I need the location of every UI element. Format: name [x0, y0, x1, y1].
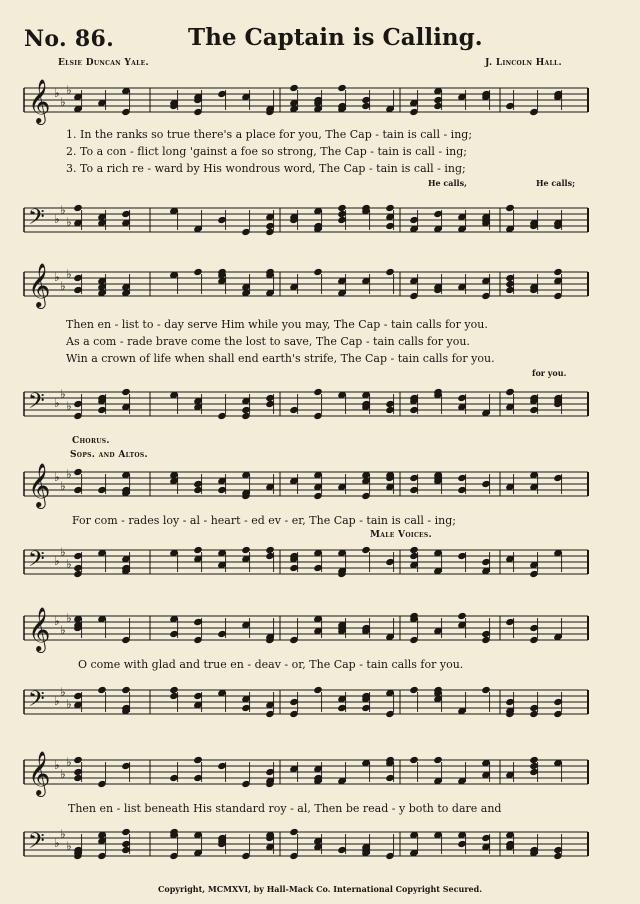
treble-clef-icon: 𝄞 — [28, 79, 51, 123]
bass-clef-icon: 𝄢 — [28, 829, 45, 859]
flat-icon: ♭ — [66, 611, 72, 625]
flat-icon: ♭ — [66, 267, 72, 281]
bass-clef-icon: 𝄢 — [28, 547, 45, 577]
cue-he-calls-1: He calls, — [428, 178, 467, 188]
lyricist-credit: Elsie Duncan Yale. — [58, 58, 149, 68]
treble-staff-system-1 — [0, 74, 640, 134]
flat-icon: ♭ — [54, 836, 60, 850]
bass-staff-system-2 — [0, 378, 640, 438]
flat-icon: ♭ — [66, 83, 72, 97]
flat-icon: ♭ — [60, 387, 66, 401]
flat-icon: ♭ — [60, 203, 66, 217]
bass-staff-chorus-3 — [0, 818, 640, 878]
bass-clef-icon: 𝄢 — [28, 687, 45, 717]
flat-icon: ♭ — [60, 545, 66, 559]
flat-icon: ♭ — [54, 86, 60, 100]
cue-for-you: for you. — [532, 368, 567, 378]
flat-icon: ♭ — [60, 279, 66, 293]
flat-icon: ♭ — [60, 479, 66, 493]
bass-staff-chorus-1 — [0, 536, 640, 596]
flat-icon: ♭ — [60, 767, 66, 781]
treble-staff-chorus-3 — [0, 746, 640, 806]
verse-2-line-2: As a com - rade brave come the lost to save, The Cap - tain calls for you. — [66, 335, 470, 348]
bass-staff-chorus-2 — [0, 676, 640, 736]
chorus-line-1: For com - rades loy - al - heart - ed ev - er, The Cap - tain is call - ing; — [72, 514, 456, 527]
flat-icon: ♭ — [66, 557, 72, 571]
treble-clef-icon: 𝄞 — [28, 463, 51, 507]
verse-1-line-2: Then en - list to - day serve Him while you may, The Cap - tain calls for you. — [66, 318, 488, 331]
flat-icon: ♭ — [54, 470, 60, 484]
verse-1-line-1: 1. In the ranks so true there's a place for you, The Cap - tain is call - ing; — [66, 128, 473, 141]
flat-icon: ♭ — [54, 396, 60, 410]
treble-clef-icon: 𝄞 — [28, 607, 51, 651]
hymn-title: The Captain is Calling. — [188, 24, 483, 51]
flat-icon: ♭ — [54, 694, 60, 708]
flat-icon: ♭ — [66, 755, 72, 769]
treble-staff-chorus-2 — [0, 602, 640, 662]
bass-clef-icon: 𝄢 — [28, 389, 45, 419]
sopranos-altos-label: Sops. and Altos. — [70, 450, 148, 460]
flat-icon: ♭ — [54, 212, 60, 226]
flat-icon: ♭ — [66, 467, 72, 481]
treble-staff-system-2 — [0, 258, 640, 318]
flat-icon: ♭ — [54, 554, 60, 568]
verse-3-line-2: Win a crown of life when shall end earth's strife, The Cap - tain calls for you. — [66, 352, 495, 365]
flat-icon: ♭ — [60, 95, 66, 109]
bass-clef-icon: 𝄢 — [28, 205, 45, 235]
chorus-line-2: O come with glad and true en - deav - or, The Cap - tain calls for you. — [78, 658, 464, 671]
flat-icon: ♭ — [54, 758, 60, 772]
flat-icon: ♭ — [60, 623, 66, 637]
flat-icon: ♭ — [66, 215, 72, 229]
flat-icon: ♭ — [54, 614, 60, 628]
male-voices-label: Male Voices. — [370, 530, 432, 540]
treble-clef-icon: 𝄞 — [28, 263, 51, 307]
treble-clef-icon: 𝄞 — [28, 751, 51, 795]
treble-staff-chorus-1 — [0, 458, 640, 518]
chorus-label: Chorus. — [72, 436, 110, 446]
hymn-number: No. 86. — [24, 26, 115, 52]
flat-icon: ♭ — [66, 399, 72, 413]
cue-he-calls-2: He calls; — [536, 178, 576, 188]
flat-icon: ♭ — [66, 839, 72, 853]
bass-staff-system-1 — [0, 194, 640, 254]
verse-2-line-1: 2. To a con - flict long 'gainst a foe so strong, The Cap - tain is call - ing; — [66, 145, 468, 158]
flat-icon: ♭ — [60, 827, 66, 841]
copyright-footer: Copyright, MCMXVI, by Hall-Mack Co. International Copyright Secured. — [158, 884, 482, 894]
composer-credit: J. Lincoln Hall. — [485, 58, 562, 68]
flat-icon: ♭ — [54, 270, 60, 284]
flat-icon: ♭ — [66, 697, 72, 711]
chorus-line-3: Then en - list beneath His standard roy - al, Then be read - y both to dare and — [68, 802, 502, 815]
verse-3-line-1: 3. To a rich re - ward by His wondrous word, The Cap - tain is call - ing; — [66, 162, 466, 175]
flat-icon: ♭ — [60, 685, 66, 699]
